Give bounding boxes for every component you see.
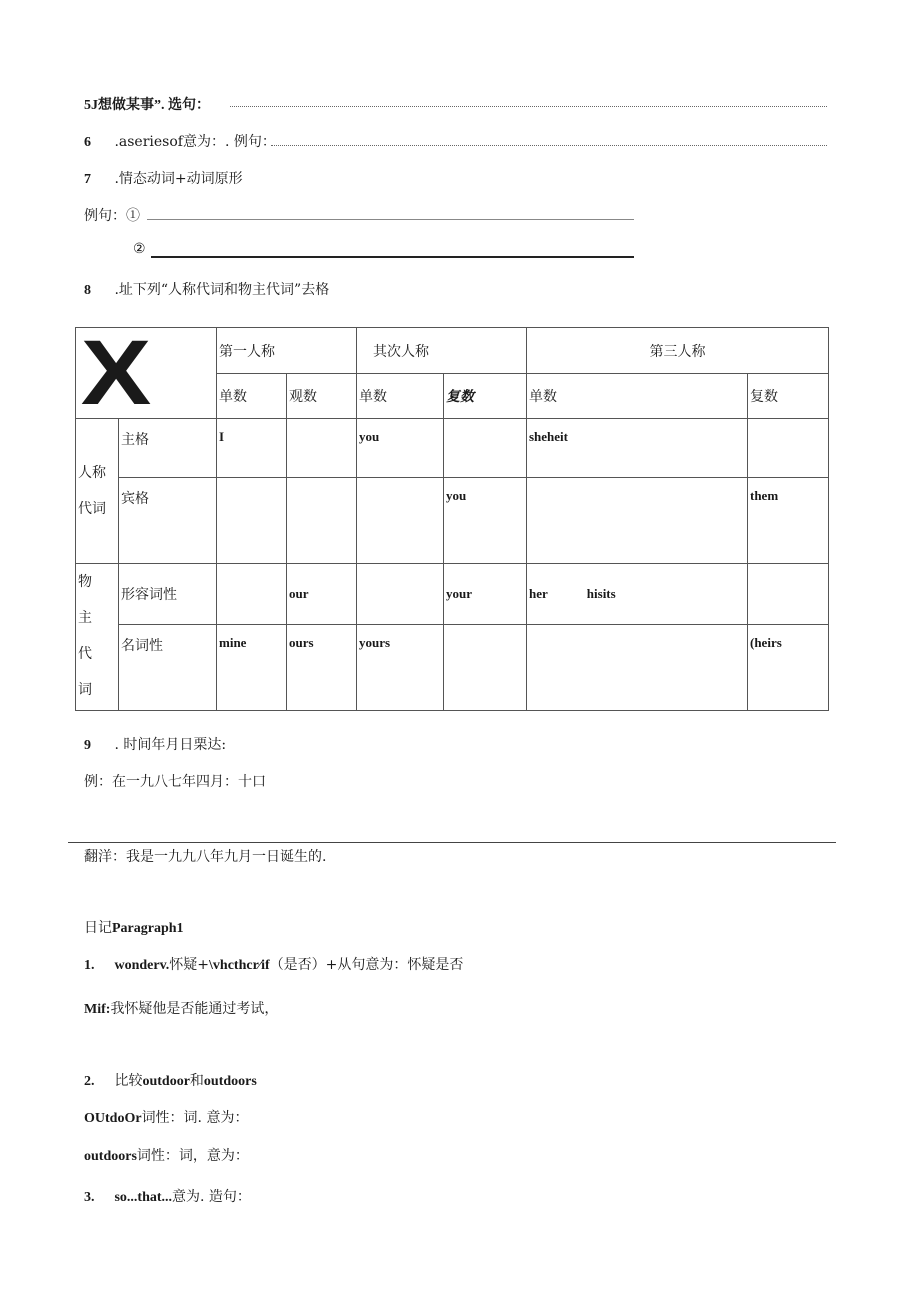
diary-item-1-text-2: （是否）+从句意为：怀疑是否: [269, 957, 464, 973]
item-9: [84, 734, 226, 754]
pronoun-table: [75, 327, 829, 711]
sub-header: 复数: [748, 374, 829, 419]
table-cell: you: [444, 478, 527, 564]
item-9-translation: 翻洋：我是一九九八年九月一日诞生的.: [84, 849, 327, 865]
possessive-char: 主: [78, 610, 92, 626]
table-cell: [748, 419, 829, 478]
table-cell-her: her: [529, 586, 548, 601]
item-7-number: 7: [84, 172, 91, 187]
table-cell: [527, 625, 748, 711]
sub-header: 复数: [444, 374, 527, 419]
table-cell: [287, 419, 357, 478]
diary-item-2: [84, 1070, 257, 1090]
diary-item-3: [84, 1186, 251, 1206]
diary-title-en: Paragraph1: [112, 921, 184, 936]
row-label-noun: 名词性: [119, 625, 217, 711]
table-cell: mine: [217, 625, 287, 711]
group-personal-pronoun: 人称代词: [76, 419, 119, 564]
diary-title: [84, 917, 184, 937]
table-cell: [527, 564, 748, 625]
item-8: [84, 279, 329, 299]
table-cell: [287, 478, 357, 564]
item-7-blank-2: [151, 256, 634, 258]
header-third-person: 第三人称: [527, 328, 829, 374]
sub-header: 单数: [357, 374, 444, 419]
table-cell: [357, 478, 444, 564]
item-7-blank-1: [147, 219, 634, 220]
item-7-text: .情态动词+动词原形: [114, 171, 243, 187]
table-cell: them: [748, 478, 829, 564]
table-cell: [217, 478, 287, 564]
possessive-char: 词: [78, 682, 92, 698]
cross-mark-icon: X: [80, 327, 152, 419]
diary-item-2b-text: 词性：词，意为：: [136, 1148, 249, 1164]
diary-item-3-text: 意为. 造句：: [172, 1189, 251, 1205]
table-cell: your: [444, 564, 527, 625]
item-9-text: . 时间年月日栗达:: [114, 737, 227, 753]
item-6-blank: [271, 145, 827, 146]
table-cell: you: [357, 419, 444, 478]
diary-item-2a-text: 词性：词. 意为：: [141, 1110, 249, 1126]
item-5: [84, 94, 210, 114]
table-cell: I: [217, 419, 287, 478]
item-6-number: 6: [84, 135, 91, 150]
diary-item-2b: [84, 1145, 249, 1165]
item-5-blank: [230, 106, 827, 107]
diary-item-2a: [84, 1107, 248, 1127]
diary-item-2-word-1: outdoor: [142, 1074, 190, 1089]
sub-header: 观数: [287, 374, 357, 419]
diary-item-1-example-label: Mif:: [84, 1002, 111, 1017]
diary-item-1-word-2: \vhcthcr∕if: [209, 958, 270, 973]
item-7-example-label: 例句：①: [84, 208, 140, 224]
sub-header: 单数: [527, 374, 748, 419]
item-8-text: .址下列“人称代词和物主代词”去格: [114, 282, 330, 298]
table-cell: (heirs: [748, 625, 829, 711]
diary-item-2-text-2: 和: [189, 1073, 204, 1089]
item-7-circle-2: ②: [133, 241, 146, 257]
table-cell: [444, 625, 527, 711]
item-7-example-1: [84, 205, 140, 225]
item-7-example-2: [133, 241, 146, 257]
table-cell: yours: [357, 625, 444, 711]
item-7: [84, 168, 243, 188]
item-6-text: .aseriesof意为：. 例句：: [114, 134, 276, 150]
diary-item-2-text: 比较: [114, 1073, 143, 1089]
item-8-number: 8: [84, 283, 91, 298]
diary-item-1-number: 1.: [84, 958, 95, 973]
table-cell: [444, 419, 527, 478]
table-cell: our: [287, 564, 357, 625]
table-cell: [527, 478, 748, 564]
table-cell-hisits: hisits: [586, 586, 616, 601]
row-label-subject: 主格: [119, 419, 217, 478]
header-second-person: 其次人称: [357, 328, 527, 374]
table-cell: ours: [287, 625, 357, 711]
table-cell: [748, 564, 829, 625]
diary-item-2-word-2: outdoors: [203, 1074, 257, 1089]
table-corner: [76, 328, 217, 419]
diary-item-1: [84, 954, 463, 974]
diary-item-2b-word: outdoors: [84, 1149, 137, 1164]
diary-item-1-example-text: 我怀疑他是否能通过考试，: [110, 1001, 279, 1017]
possessive-char: 物: [78, 574, 92, 590]
item-9-number: 9: [84, 738, 91, 753]
group-possessive-pronoun: [76, 564, 119, 711]
row-label-adjective: 形容词性: [119, 564, 217, 625]
item-5-text: 5J想做某事”. 选句：: [84, 98, 210, 113]
diary-item-3-word: so...that...: [114, 1190, 173, 1205]
diary-item-1-example: [84, 998, 278, 1018]
table-cell: [217, 564, 287, 625]
table-cell: [357, 564, 444, 625]
divider: [68, 842, 836, 843]
sub-header: 单数: [217, 374, 287, 419]
diary-title-cn: 日记: [84, 920, 112, 936]
diary-item-1-text: 怀疑+: [169, 957, 210, 973]
item-6: [84, 131, 276, 151]
item-9-example: 例：在一九八七年四月：十口: [84, 774, 266, 790]
diary-item-1-word: wonderv.: [114, 958, 170, 973]
diary-item-2-number: 2.: [84, 1074, 95, 1089]
table-cell: sheheit: [527, 419, 748, 478]
diary-item-2a-word: OUtdoOr: [84, 1111, 142, 1126]
header-first-person: 第一人称: [217, 328, 357, 374]
diary-item-3-number: 3.: [84, 1190, 95, 1205]
possessive-char: 代: [78, 646, 92, 662]
row-label-object: 宾格: [119, 478, 217, 564]
